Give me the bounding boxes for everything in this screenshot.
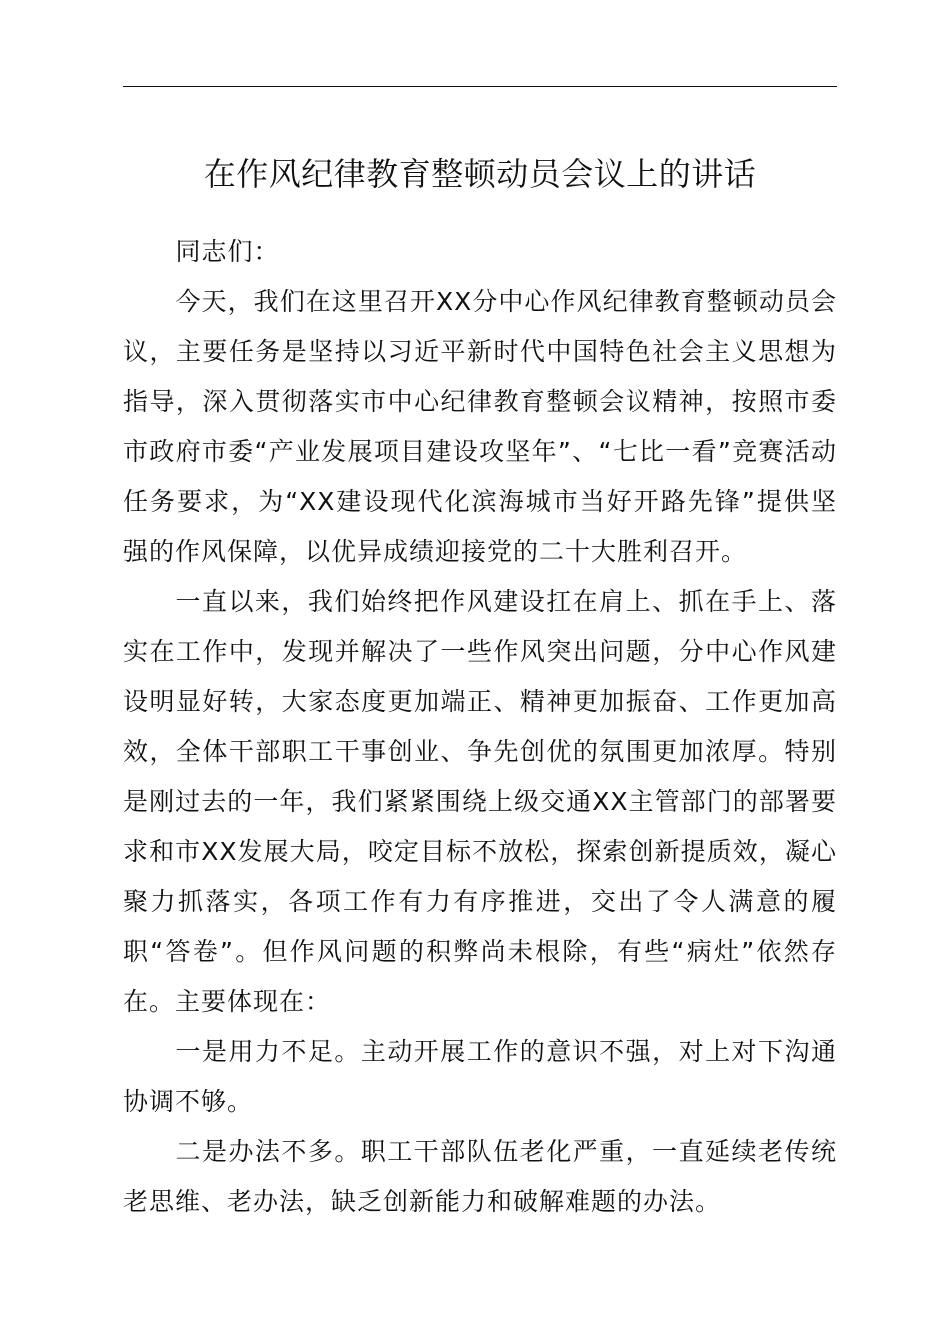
salutation: 同志们： [175, 237, 280, 266]
paragraph-2: 一直以来，我们始终把作风建设扛在肩上、抓在手上、落实在工作中，发现并解决了一些作风突出问题，分中心作风建设明显好转，大家态度更加端正、精神更加振奋、工作更加高效，全体干部职工干事创业、争先创优的氛围更加浓厚。特别是刚过去的一年，我们紧紧围绕上级交通XX主管部门的部署要求和市XX发展大局，咬定目标不放松，探索创新提质效，凝心聚力抓落实，各项工作有力有序推进，交出了令人满意的履职“答卷”。但作风问题的积弊尚未根除，有些“病灶”依然存在。主要体现在： [123, 587, 837, 1016]
document-body [123, 227, 837, 1227]
paragraph-3: 一是用力不足。主动开展工作的意识不强，对上对下沟通协调不够。 [123, 1037, 837, 1116]
paragraph-1: 今天，我们在这里召开XX分中心作风纪律教育整顿动员会议，主要任务是坚持以习近平新时代中国特色社会主义思想为指导，深入贯彻落实市中心纪律教育整顿会议精神，按照市委市政府市委“产业发展项目建设攻坚年”、“七比一看”竞赛活动任务要求，为“XX建设现代化滨海城市当好开路先锋”提供坚强的作风保障，以优异成绩迎接党的二十大胜利召开。 [123, 287, 837, 566]
header-rule [123, 86, 837, 87]
paragraph-4: 二是办法不多。职工干部队伍老化严重，一直延续老传统老思维、老办法，缺乏创新能力和破解难题的办法。 [123, 1137, 837, 1216]
document-title: 在作风纪律教育整顿动员会议上的讲话 [203, 155, 757, 193]
